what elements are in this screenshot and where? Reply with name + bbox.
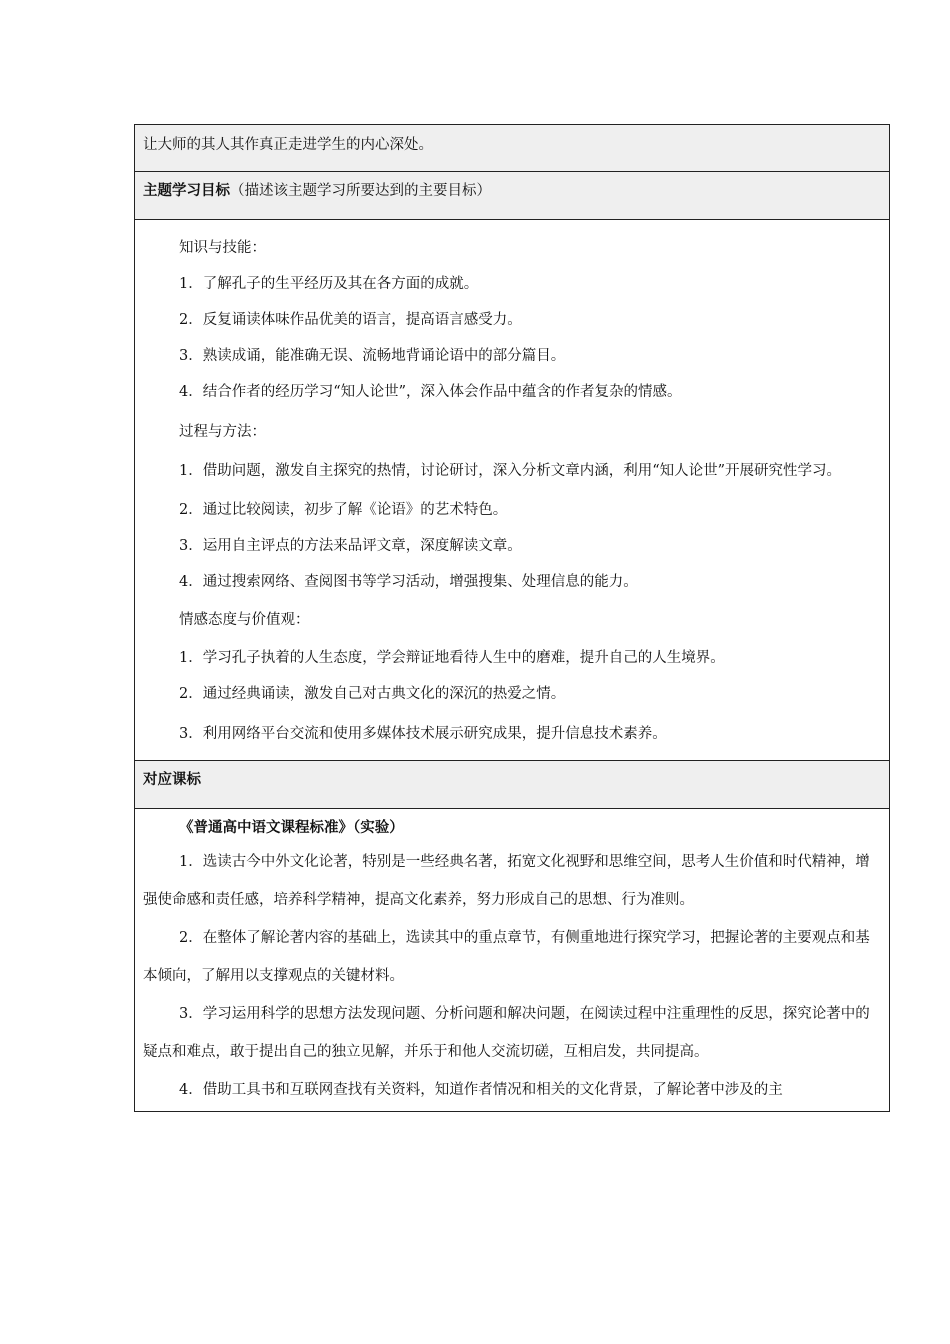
knowledge-item-4: 4．结合作者的经历学习“知人论世”，深入体会作品中蕴含的作者复杂的情感。 — [179, 384, 682, 400]
emotion-item-2: 2．通过经典诵读，激发自己对古典文化的深沉的热爱之情。 — [179, 686, 566, 702]
emotion-item-1: 1．学习孔子执着的人生态度，学会辩证地看待人生中的磨难，提升自己的人生境界。 — [179, 650, 725, 666]
knowledge-item-1: 1．了解孔子的生平经历及其在各方面的成就。 — [179, 276, 479, 292]
intro-text: 让大师的其人其作真正走进学生的内心深处。 — [143, 137, 433, 153]
standards-header-title: 对应课标 — [143, 771, 201, 788]
goals-body-row — [135, 220, 890, 761]
lesson-plan-table — [134, 124, 890, 1112]
process-item-4: 4．通过搜索网络、查阅图书等学习活动，增强搜集、处理信息的能力。 — [179, 574, 638, 590]
standards-item-2: 2．在整体了解论著内容的基础上，选读其中的重点章节，有侧重地进行探究学习，把握论著的主要观点和基本倾向，了解用以支撑观点的关键材料。 — [143, 930, 870, 984]
standards-item-1: 1．选读古今中外文化论著，特别是一些经典名著，拓宽文化视野和思维空间，思考人生价值和时代精神，增强使命感和责任感，培养科学精神，提高文化素养，努力形成自己的思想、行为准则。 — [143, 854, 870, 908]
standards-header-row — [135, 761, 890, 809]
process-item-1: 1．借助问题，激发自主探究的热情，讨论研讨，深入分析文章内涵，利用“知人论世”开展研究性学习。 — [179, 463, 842, 479]
knowledge-item-3: 3．熟读成诵，能准确无误、流畅地背诵论语中的部分篇目。 — [179, 348, 566, 364]
intro-cell — [135, 125, 890, 172]
goals-header-row — [135, 172, 890, 220]
knowledge-title: 知识与技能： — [179, 240, 266, 256]
goals-header-note: （描述该主题学习所要达到的主要目标） — [230, 183, 491, 199]
process-item-3: 3．运用自主评点的方法来品评文章，深度解读文章。 — [179, 538, 522, 554]
standards-title: 《普通高中语文课程标准》（实验） — [179, 819, 404, 836]
goals-header-cell — [135, 172, 890, 220]
emotion-title: 情感态度与价值观： — [179, 612, 310, 628]
process-item-2: 2．通过比较阅读，初步了解《论语》的艺术特色。 — [179, 502, 508, 518]
process-title: 过程与方法： — [179, 424, 266, 440]
standards-item-3: 3．学习运用科学的思想方法发现问题、分析问题和解决问题，在阅读过程中注重理性的反思，探究论著中的疑点和难点，敢于提出自己的独立见解，并乐于和他人交流切磋，互相启发，共同提高。 — [143, 1006, 870, 1060]
goals-body-cell — [135, 220, 890, 761]
knowledge-item-2: 2．反复诵读体味作品优美的语言，提高语言感受力。 — [179, 312, 522, 328]
goals-header-title: 主题学习目标 — [143, 182, 230, 199]
standards-body-cell — [135, 809, 890, 1112]
intro-row — [135, 125, 890, 172]
standards-item-4: 4．借助工具书和互联网查找有关资料，知道作者情况和相关的文化背景，了解论著中涉及的主 — [179, 1082, 783, 1098]
emotion-item-3: 3．利用网络平台交流和使用多媒体技术展示研究成果，提升信息技术素养。 — [179, 726, 667, 742]
standards-body-row — [135, 809, 890, 1112]
standards-header-cell — [135, 761, 890, 809]
